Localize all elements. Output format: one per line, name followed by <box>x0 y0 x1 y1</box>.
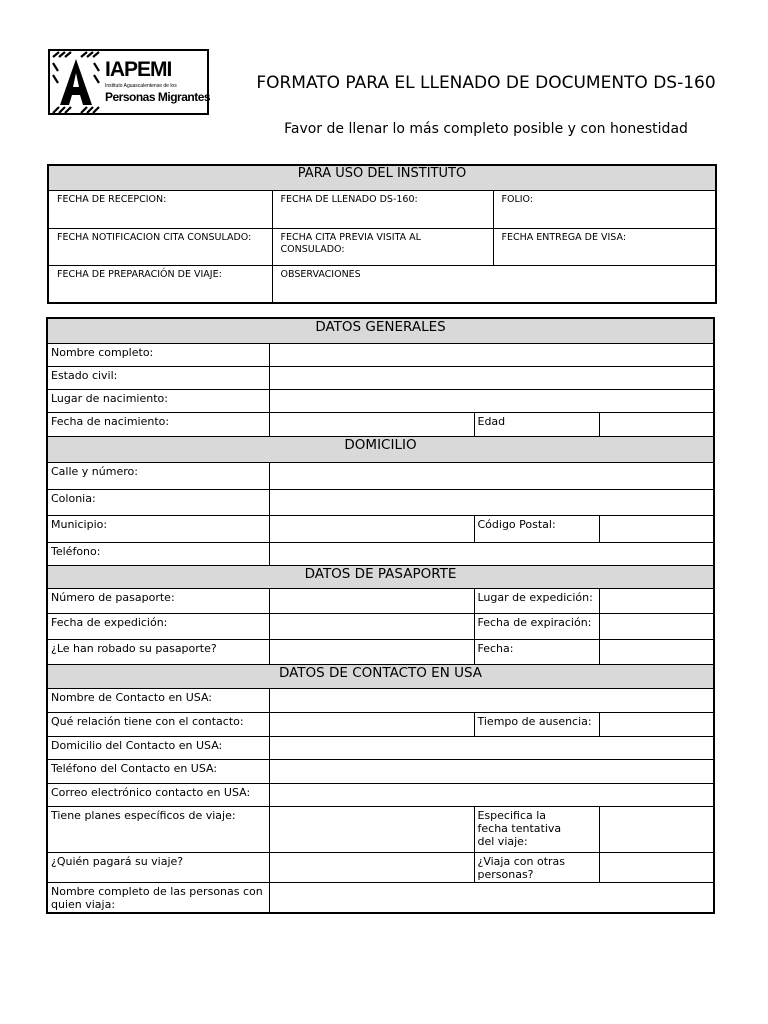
lugar-nacimiento-input[interactable] <box>269 389 714 412</box>
fecha-expedicion-label: Fecha de expedición: <box>47 613 269 639</box>
logo-mark-icon <box>50 51 102 115</box>
edad-label: Edad <box>474 412 599 436</box>
correo-contacto-label: Correo electrónico contacto en USA: <box>47 783 269 806</box>
observaciones-field[interactable]: OBSERVACIONES <box>272 266 716 303</box>
pasaporte-robado-input[interactable] <box>269 639 474 664</box>
personas-viaja-input[interactable] <box>269 882 714 913</box>
quien-pagara-label: ¿Quién pagará su viaje? <box>47 852 269 882</box>
fecha-notificacion-field[interactable]: FECHA NOTIFICACION CITA CONSULADO: <box>48 229 272 266</box>
iapemi-logo <box>48 49 209 115</box>
relacion-contacto-label: Qué relación tiene con el contacto: <box>47 712 269 736</box>
nombre-contacto-label: Nombre de Contacto en USA: <box>47 688 269 712</box>
domicilio-contacto-label: Domicilio del Contacto en USA: <box>47 736 269 759</box>
fecha-cita-previa-field[interactable]: FECHA CITA PREVIA VISITA AL CONSULADO: <box>272 229 493 266</box>
form-subtitle: Favor de llenar lo más completo posible y con honestidad <box>284 121 688 137</box>
codigo-postal-label: Código Postal: <box>474 515 599 542</box>
personas-viaja-label: Nombre completo de las personas con quien viaja: <box>47 882 269 913</box>
domicilio-contacto-input[interactable] <box>269 736 714 759</box>
calle-input[interactable] <box>269 462 714 489</box>
correo-contacto-input[interactable] <box>269 783 714 806</box>
nombre-completo-label: Nombre completo: <box>47 343 269 366</box>
planes-viaje-label: Tiene planes específicos de viaje: <box>47 806 269 852</box>
logo-institute-line: Instituto Aguascalentense de los <box>105 83 177 89</box>
logo-migrants-line: Personas Migrantes <box>105 90 211 104</box>
nombre-completo-input[interactable] <box>269 343 714 366</box>
telefono-contacto-label: Teléfono del Contacto en USA: <box>47 759 269 783</box>
municipio-label: Municipio: <box>47 515 269 542</box>
fecha-nacimiento-label: Fecha de nacimiento: <box>47 412 269 436</box>
fecha-entrega-visa-field[interactable]: FECHA ENTREGA DE VISA: <box>493 229 716 266</box>
telefono-input[interactable] <box>269 542 714 565</box>
municipio-input[interactable] <box>269 515 474 542</box>
contacto-usa-heading: DATOS DE CONTACTO EN USA <box>47 664 714 688</box>
logo-brand: IAPEMI <box>105 58 172 81</box>
colonia-input[interactable] <box>269 489 714 515</box>
institute-use-table <box>47 164 717 304</box>
telefono-label: Teléfono: <box>47 542 269 565</box>
estado-civil-input[interactable] <box>269 366 714 389</box>
lugar-expedicion-input[interactable] <box>599 588 714 613</box>
calle-label: Calle y número: <box>47 462 269 489</box>
relacion-contacto-input[interactable] <box>269 712 474 736</box>
viaja-otras-input[interactable] <box>599 852 714 882</box>
fecha-expiracion-input[interactable] <box>599 613 714 639</box>
lugar-expedicion-label: Lugar de expedición: <box>474 588 599 613</box>
edad-input[interactable] <box>599 412 714 436</box>
pasaporte-robado-label: ¿Le han robado su pasaporte? <box>47 639 269 664</box>
fecha-expiracion-label: Fecha de expiración: <box>474 613 599 639</box>
colonia-label: Colonia: <box>47 489 269 515</box>
form-title: FORMATO PARA EL LLENADO DE DOCUMENTO DS-160 <box>256 73 716 93</box>
codigo-postal-input[interactable] <box>599 515 714 542</box>
fecha-nacimiento-input[interactable] <box>269 412 474 436</box>
lugar-nacimiento-label: Lugar de nacimiento: <box>47 389 269 412</box>
tiempo-ausencia-label: Tiempo de ausencia: <box>474 712 599 736</box>
pasaporte-heading: DATOS DE PASAPORTE <box>47 565 714 588</box>
tiempo-ausencia-input[interactable] <box>599 712 714 736</box>
institute-section-heading: PARA USO DEL INSTITUTO <box>48 165 716 191</box>
fecha-llenado-field[interactable]: FECHA DE LLENADO DS-160: <box>272 191 493 229</box>
fecha-tentativa-input[interactable] <box>599 806 714 852</box>
folio-field[interactable]: FOLIO: <box>493 191 716 229</box>
fecha-preparacion-field[interactable]: FECHA DE PREPARACIÓN DE VIAJE: <box>48 266 272 303</box>
fecha-robo-input[interactable] <box>599 639 714 664</box>
nombre-contacto-input[interactable] <box>269 688 714 712</box>
datos-generales-heading: DATOS GENERALES <box>47 318 714 343</box>
telefono-contacto-input[interactable] <box>269 759 714 783</box>
fecha-recepcion-field[interactable]: FECHA DE RECEPCION: <box>48 191 272 229</box>
main-form-table <box>46 317 715 914</box>
numero-pasaporte-input[interactable] <box>269 588 474 613</box>
fecha-robo-label: Fecha: <box>474 639 599 664</box>
numero-pasaporte-label: Número de pasaporte: <box>47 588 269 613</box>
fecha-tentativa-label: Especifica la fecha tentativa del viaje: <box>474 806 599 852</box>
planes-viaje-input[interactable] <box>269 806 474 852</box>
quien-pagara-input[interactable] <box>269 852 474 882</box>
viaja-otras-label: ¿Viaja con otras personas? <box>474 852 599 882</box>
domicilio-heading: DOMICILIO <box>47 436 714 462</box>
fecha-expedicion-input[interactable] <box>269 613 474 639</box>
estado-civil-label: Estado civil: <box>47 366 269 389</box>
